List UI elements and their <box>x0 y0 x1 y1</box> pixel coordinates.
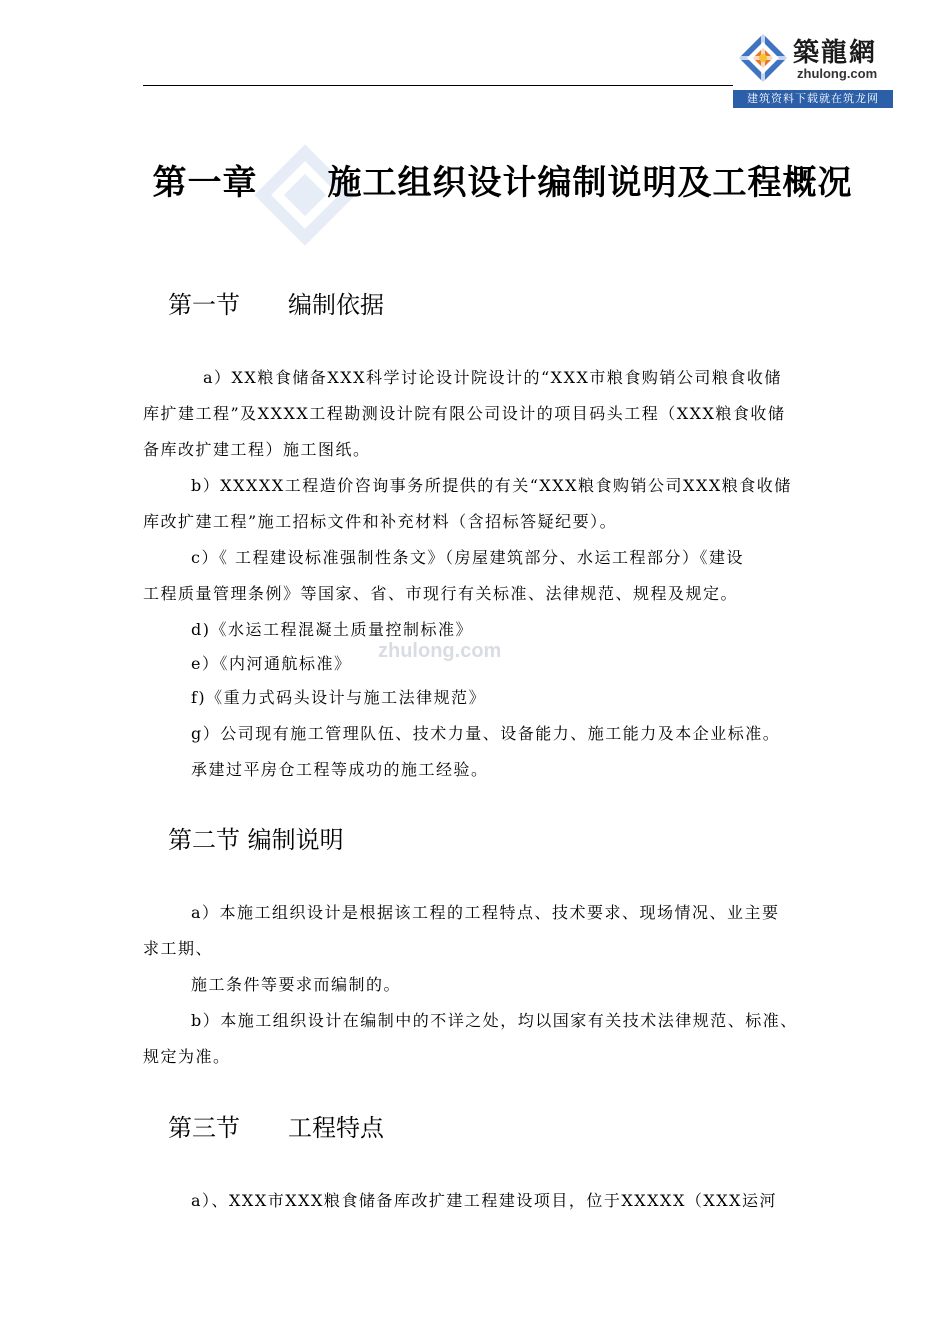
paragraph-line: d)《水运工程混凝土质量控制标准》 <box>191 620 473 639</box>
paragraph-line: 库扩建工程”及XXXX工程勘测设计院有限公司设计的项目码头工程（XXX粮食收储 <box>143 404 786 423</box>
paragraph-line: a）、XXX市XXX粮食储备库改扩建工程建设项目，位于XXXXX（XXX运河 <box>191 1191 778 1210</box>
paragraph-line: b）XXXXX工程造价咨询事务所提供的有关“XXX粮食购销公司XXX粮食收储 <box>191 476 792 495</box>
logo-name: 築龍網 <box>793 38 878 68</box>
paragraph-line: g）公司现有施工管理队伍、技术力量、设备能力、施工能力及本企业标准。 <box>191 724 781 743</box>
section-title-notes: 第二节 编制说明 <box>168 826 344 854</box>
section-title-basis: 第一节 编制依据 <box>168 291 384 319</box>
logo-tagline: 建筑资料下载就在筑龙网 <box>733 90 893 108</box>
paragraph-line: e）《内河通航标准》 <box>191 654 352 673</box>
paragraph-line: 工程质量管理条例》等国家、省、市现行有关标准、法律规范、规程及规定。 <box>143 584 739 603</box>
paragraph-line: 承建过平房仓工程等成功的施工经验。 <box>191 760 489 779</box>
paragraph-line: a）本施工组织设计是根据该工程的工程特点、技术要求、现场情况、业主要 <box>191 903 780 922</box>
zhulong-emblem-icon <box>737 32 789 84</box>
paragraph-line: 规定为准。 <box>143 1047 231 1066</box>
paragraph-line: 求工期、 <box>143 939 214 958</box>
paragraph-line: a）XX粮食储备XXX科学讨论设计院设计的“XXX市粮食购销公司粮食收储 <box>203 368 782 387</box>
paragraph-line: f)《重力式码头设计与施工法律规范》 <box>191 688 487 707</box>
chapter-title: 第一章 施工组织设计编制说明及工程概况 <box>152 163 853 203</box>
paragraph-line: 备库改扩建工程）施工图纸。 <box>143 440 371 459</box>
zhulong-logo <box>733 28 893 110</box>
watermark-text: zhulong.com <box>378 640 502 662</box>
paragraph-line: b）本施工组织设计在编制中的不详之处，均以国家有关技术法律规范、标准、 <box>191 1011 798 1030</box>
logo-domain: zhulong.com <box>797 66 878 81</box>
header-rule <box>143 85 733 86</box>
paragraph-line: c）《 工程建设标准强制性条文》（房屋建筑部分、水运工程部分）《建设 <box>191 548 745 567</box>
paragraph-line: 库改扩建工程”施工招标文件和补充材料（含招标答疑纪要）。 <box>143 512 618 531</box>
paragraph-line: 施工条件等要求而编制的。 <box>191 975 402 994</box>
section-title-features: 第三节 工程特点 <box>168 1114 384 1142</box>
